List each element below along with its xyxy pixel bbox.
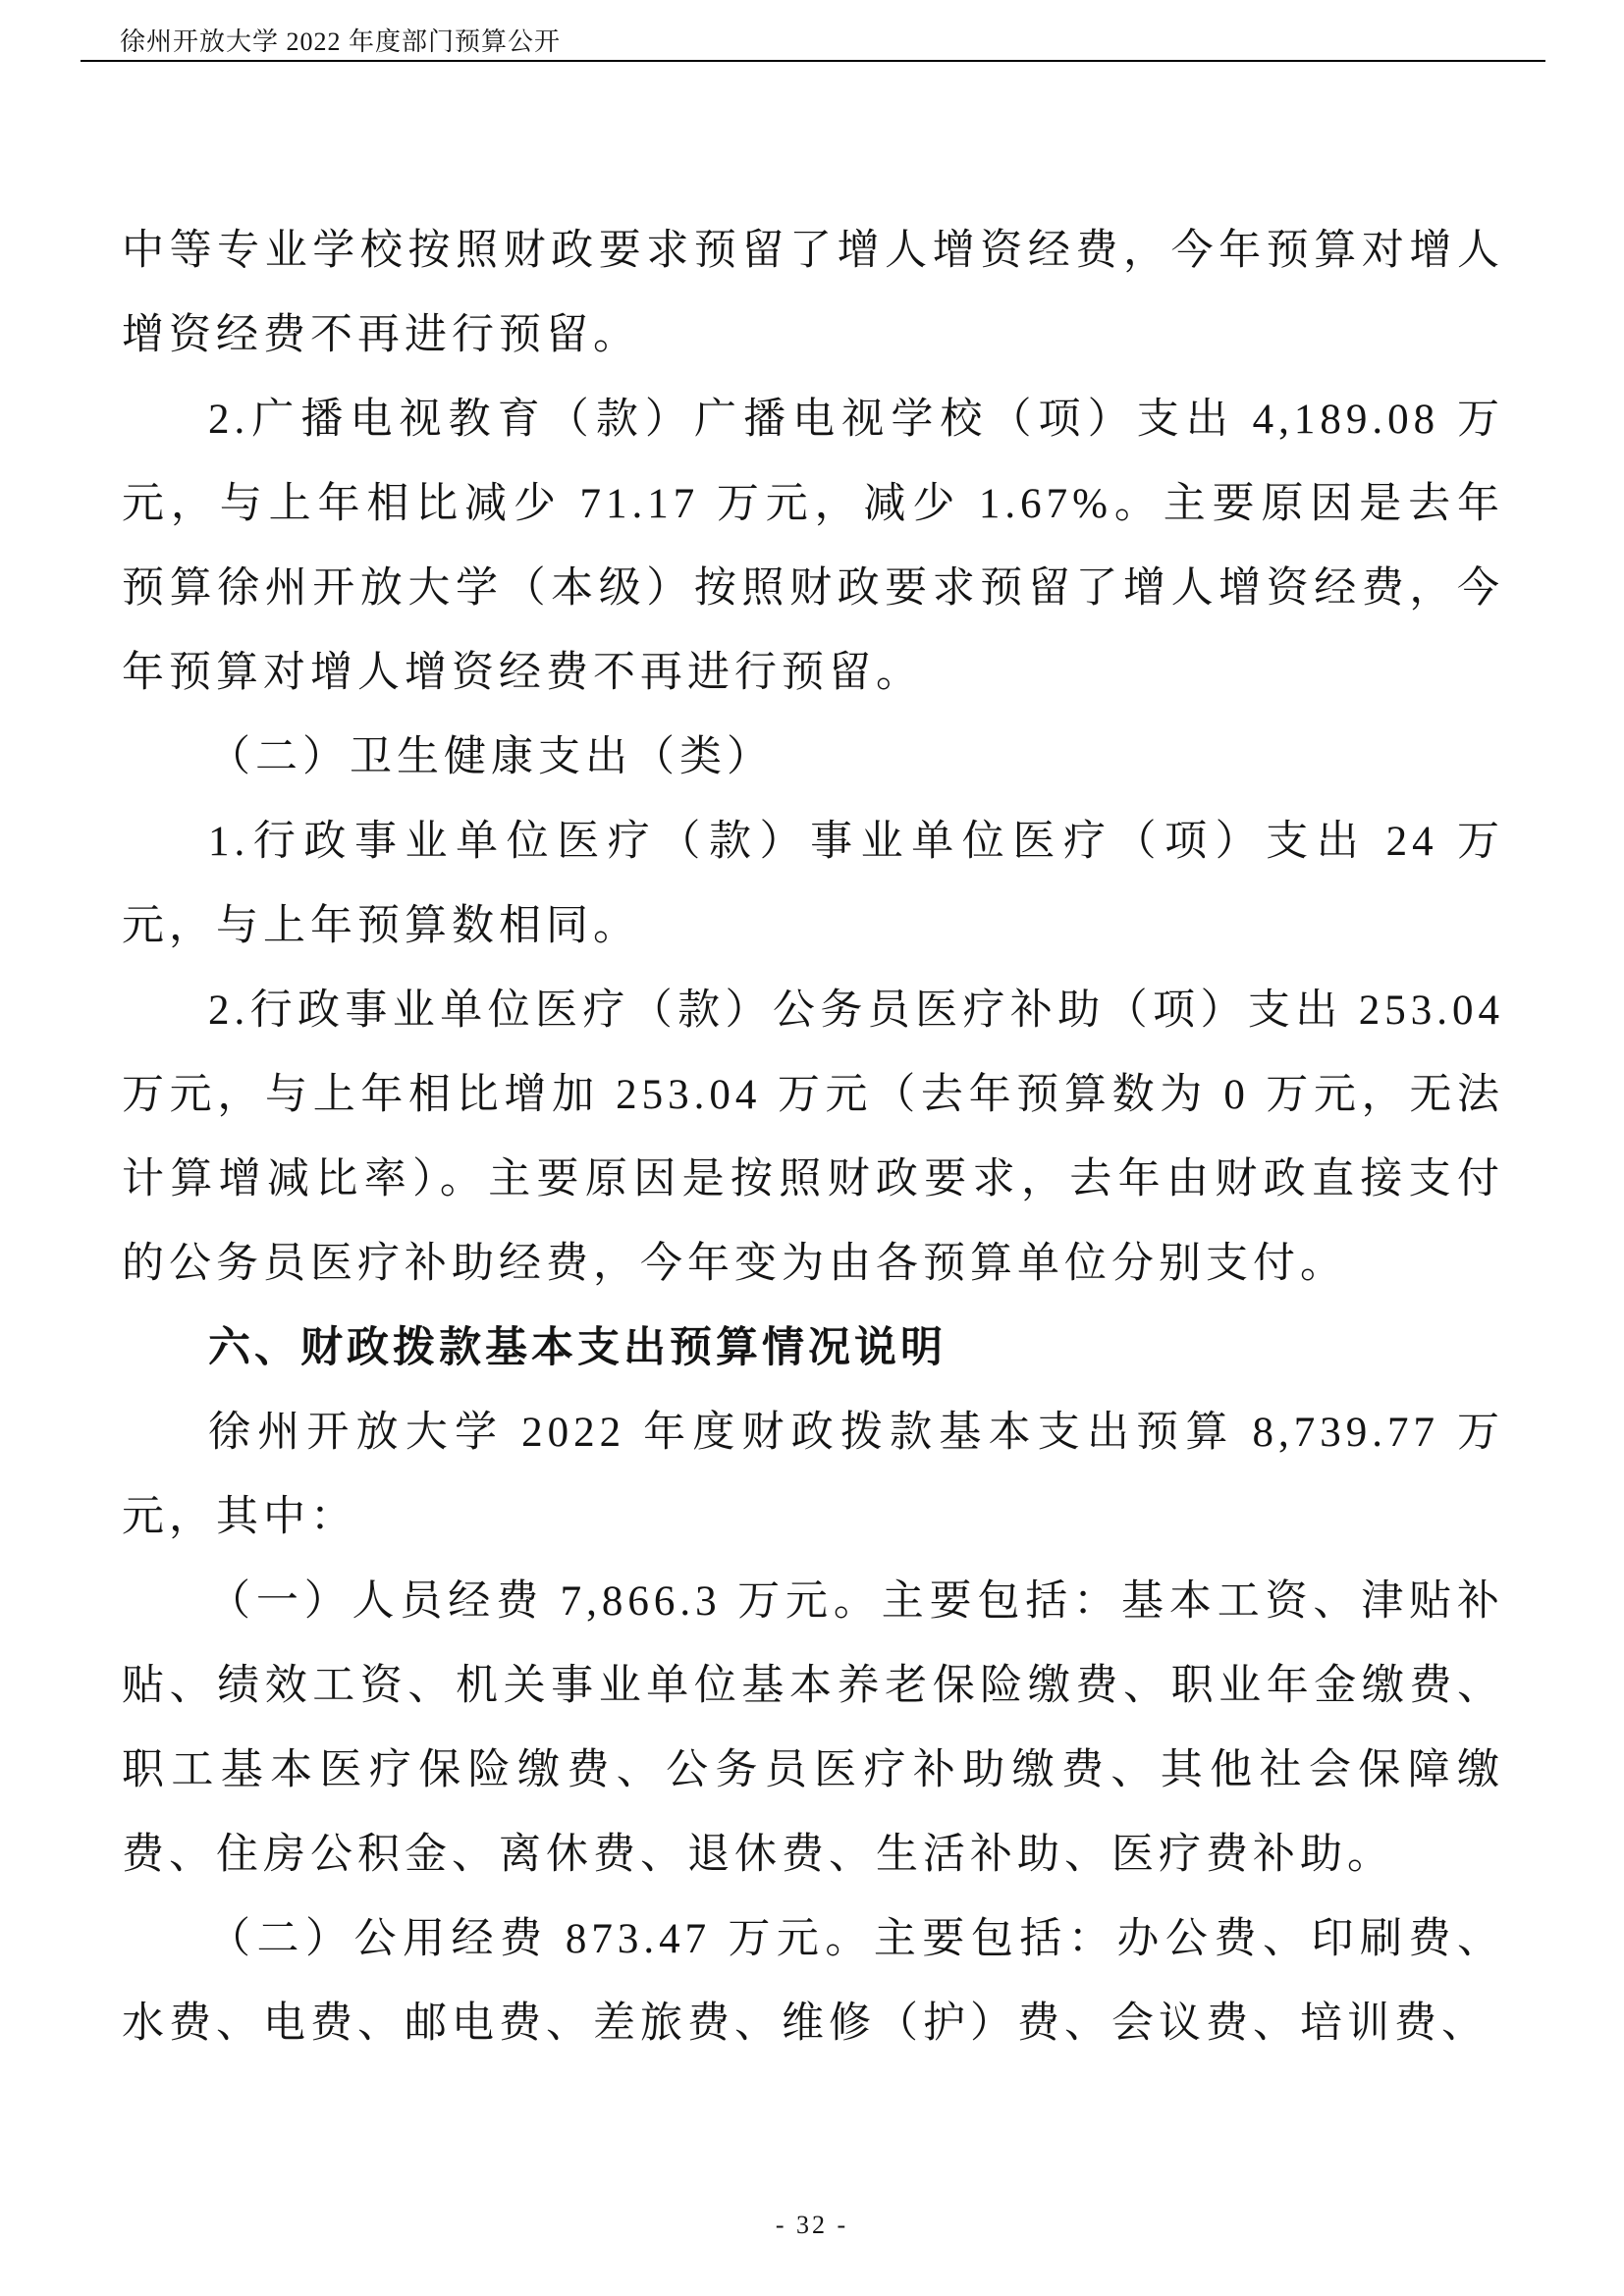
body-paragraph: 中等专业学校按照财政要求预留了增人增资经费，今年预算对增人增资经费不再进行预留。	[122, 228, 1504, 358]
body-paragraph: （一）人员经费 7,866.3 万元。主要包括：基本工资、津贴补贴、绩效工资、机关事业单位基本养老保险缴费、职业年金缴费、职工基本医疗保险缴费、公务员医疗补助缴费、其他社会保障缴费、住房公积金、离休费、退休费、生活补助、医疗费补助。	[122, 1578, 1504, 1878]
body-paragraph: （二）公用经费 873.47 万元。主要包括：办公费、印刷费、水费、电费、邮电费、差旅费、维修（护）费、会议费、培训费、	[122, 1916, 1504, 2047]
document-body	[122, 209, 1504, 2066]
header-divider-rule	[81, 60, 1545, 62]
page-number: - 32 -	[775, 2211, 849, 2239]
body-paragraph: 2.行政事业单位医疗（款）公务员医疗补助（项）支出 253.04 万元，与上年相比增加 253.04 万元（去年预算数为 0 万元，无法计算增减比率）。主要原因是按照财政要求，去年由财政直接支付的公务员医疗补助经费，今年变为由各预算单位分别支付。	[122, 988, 1504, 1287]
section-heading: 六、财政拨款基本支出预算情况说明	[208, 1325, 947, 1371]
page-header-title: 徐州开放大学 2022 年度部门预算公开	[120, 27, 562, 56]
body-paragraph: 2.广播电视教育（款）广播电视学校（项）支出 4,189.08 万元，与上年相比减少 71.17 万元，减少 1.67%。主要原因是去年预算徐州开放大学（本级）按照财政要求预留了增人增资经费，今年预算对增人增资经费不再进行预留。	[122, 397, 1504, 696]
body-paragraph: 徐州开放大学 2022 年度财政拨款基本支出预算 8,739.77 万元，其中：	[122, 1410, 1504, 1540]
body-paragraph: 1.行政事业单位医疗（款）事业单位医疗（项）支出 24 万元，与上年预算数相同。	[122, 819, 1504, 949]
subsection-heading: （二）卫生健康支出（类）	[208, 734, 774, 780]
